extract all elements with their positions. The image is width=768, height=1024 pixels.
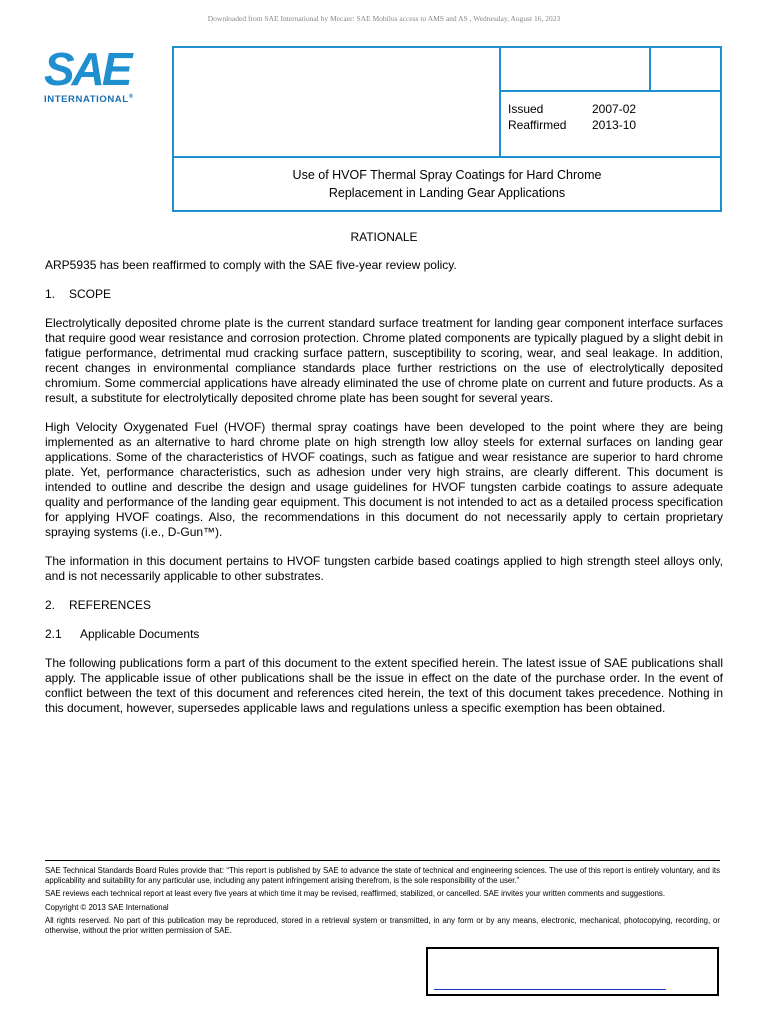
logo-mark: SAE (44, 43, 130, 95)
issued-value: 2007-02 (592, 102, 637, 116)
logo-subtitle: INTERNATIONAL® (44, 94, 134, 105)
sae-logo (44, 43, 154, 105)
applicable-documents-heading: 2.1 Applicable Documents (45, 627, 200, 641)
header-cell-blank (174, 48, 501, 156)
rationale-heading: RATIONALE (350, 230, 418, 244)
header-cell-rev (651, 48, 720, 92)
footer-review: SAE reviews each technical report at least every five years at which time it may be revised, reaffirmed, stabilized, or cancelled. SAE invites your written comments and suggestions. (45, 889, 665, 898)
title-line-1: Use of HVOF Thermal Spray Coatings for Hard Chrome (292, 168, 602, 182)
header-box (172, 46, 722, 212)
download-notice: Downloaded from SAE International by Mecaer: SAE Mobilus access to AMS and AS , Wednesday, August 16, 2023 (207, 14, 561, 23)
footer-copyright: Copyright © 2013 SAE International (45, 902, 169, 912)
issue-dates (508, 101, 636, 133)
document-title (174, 166, 720, 202)
references-heading: 2. REFERENCES (45, 598, 152, 612)
contact-link[interactable] (434, 989, 666, 990)
title-line-2: Replacement in Landing Gear Applications (328, 186, 566, 200)
rationale-text: ARP5935 has been reaffirmed to comply with the SAE five-year review policy. (45, 258, 457, 272)
scope-paragraph-3: The information in this document pertains to HVOF tungsten carbide based coatings applied to high strength steel alloys only, and is not necessarily applicable to other substrates. (45, 554, 723, 583)
reaffirmed-value: 2013-10 (592, 118, 637, 132)
reaffirmed-label: Reaffirmed (508, 118, 567, 132)
document-body (45, 230, 723, 730)
references-paragraph: The following publications form a part of this document to the extent specified herein. The latest issue of SAE publications shall apply. The applicable issue of other publications shall be the issue in effect on the date of the purchase order. In the event of conflict between the text of this document and references cited herein, the text of this document takes precedence. Nothing in this document, however, supersedes applicable laws and regulations unless a specific exemption has been obtained. (45, 656, 723, 715)
contact-box (426, 947, 719, 996)
scope-paragraph-2: High Velocity Oxygenated Fuel (HVOF) thermal spray coatings have been developed to the point where they are being implemented as an alternative to hard chrome plate on high strength low alloy steels for external surfaces on landing gear applications. Some of the characteristics of HVOF coatings, such as fatigue and wear resistance are superior to hard chrome plate. Yet, performance characteristics, such as adhesion under very high strains, are clearly different. This document is intended to outline and describe the design and usage guidelines for HVOF tungsten carbide coatings to assure adequate quality and performance of the landing gear equipment. This document is not intended to act as a detailed process specification for applying HVOF coatings. Also, the recommendations in this document do not necessarily apply to certain proprietary spraying systems (i.e., D-Gun™). (45, 420, 723, 539)
issued-label: Issued (508, 102, 544, 116)
header-cell-doc (501, 48, 651, 92)
footer-rights: All rights reserved. No part of this publication may be reproduced, stored in a retrieval system or transmitted, in any form or by any means, electronic, mechanical, photocopying, recording, or otherwise, without the prior written permission of SAE. (45, 916, 720, 935)
footer (45, 860, 720, 939)
scope-heading: 1. SCOPE (45, 287, 112, 301)
footer-rules: SAE Technical Standards Board Rules provide that: “This report is published by SAE to advance the state of technical and engineering sciences. The use of this report is entirely voluntary, and its applicability and suitability for any particular use, including any patent infringement arising therefrom, is the sole responsibility of the user.” (45, 866, 720, 885)
scope-paragraph-1: Electrolytically deposited chrome plate is the current standard surface treatment for landing gear component interface surfaces that require good wear resistance and corrosion protection. Chrome plated components are typically plagued by a slight debit in fatigue performance, detrimental mud cracking surface pattern, susceptibility to scoring, wear, and seal leakage. In addition, recent changes in environmental compliance standards place further restrictions on the use of electrolytically deposited chromium. Some commercial applications have already eliminated the use of chrome plate on current and future products. As a result, a substitute for electrolytically deposited chrome plate has been sought for several years. (45, 316, 723, 405)
header-top-row (174, 48, 720, 158)
